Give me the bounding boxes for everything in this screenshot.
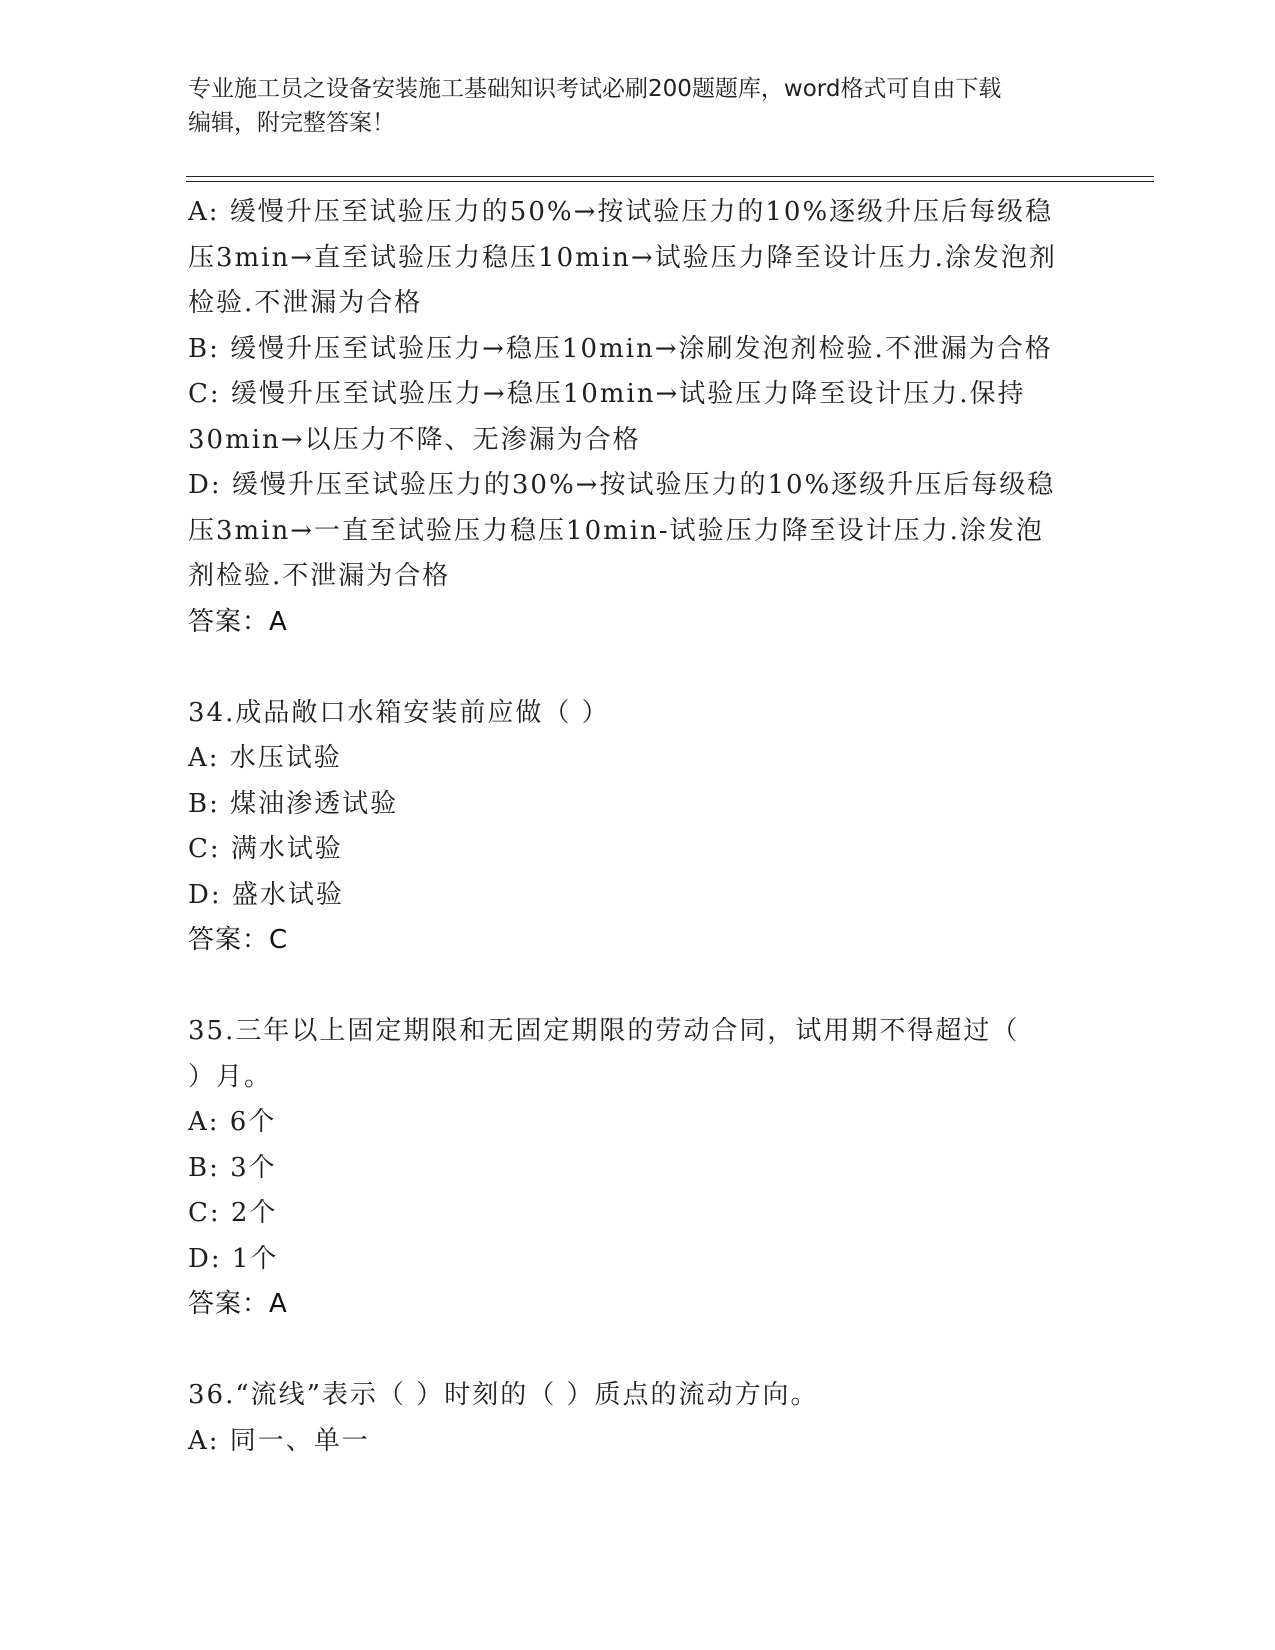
q33-option-d-line-3: 剂检验.不泄漏为合格: [188, 561, 451, 591]
q36-option-a: A: 同一、单一: [188, 1425, 370, 1456]
q35-option-a: A: 6个: [188, 1107, 277, 1137]
header-divider-thick: [186, 176, 1154, 177]
q33-option-b: B: 缓慢升压至试验压力→稳压10min→涂刷发泡剂检验.不泄漏为合格: [188, 333, 1053, 364]
q33-option-d-line-2: 压3min→一直至试验压力稳压10min-试验压力降至设计压力.涂发泡: [188, 515, 1044, 546]
q34-option-b: B: 煤油渗透试验: [188, 788, 399, 819]
q34-question: 34.成品敞口水箱安装前应做（ ）: [188, 697, 610, 728]
q36-question: 36.“流线”表示（ ）时刻的（ ）质点的流动方向。: [188, 1380, 819, 1410]
q33-answer: 答案：A: [188, 606, 288, 637]
q34-option-c: C: 满水试验: [188, 834, 343, 864]
q33-option-a-line-3: 检验.不泄漏为合格: [188, 288, 423, 318]
q34-option-d: D: 盛水试验: [188, 879, 344, 910]
q34-option-a: A: 水压试验: [188, 743, 342, 773]
spacer: [188, 964, 1088, 1010]
question-content: [188, 190, 1088, 1464]
question-33-options: [188, 190, 1088, 645]
q35-question-line-2: ）月。: [188, 1061, 273, 1092]
question-36: [188, 1373, 1088, 1464]
q35-answer: 答案：A: [188, 1289, 288, 1319]
q35-question-line-1: 35.三年以上固定期限和无固定期限的劳动合同，试用期不得超过（: [188, 1016, 1020, 1046]
q33-option-d-line-1: D: 缓慢升压至试验压力的30%→按试验压力的10%逐级升压后每级稳: [188, 470, 1056, 500]
header-title-line-2: 编辑，附完整答案！: [188, 110, 395, 136]
q33-option-a-line-1: A: 缓慢升压至试验压力的50%→按试验压力的10%逐级升压后每级稳: [188, 197, 1054, 227]
question-34: [188, 691, 1088, 964]
q33-option-c-line-2: 30min→以压力不降、无渗漏为合格: [188, 424, 641, 455]
q34-answer: 答案：C: [188, 925, 289, 955]
q35-option-d: D: 1个: [188, 1243, 279, 1274]
q35-option-c: C: 2个: [188, 1198, 278, 1228]
spacer: [188, 1328, 1088, 1374]
header-divider-thin: [186, 181, 1154, 182]
header-title-line-1: 专业施工员之设备安装施工基础知识考试必刷200题题库，word格式可自由下载: [188, 76, 1002, 102]
q33-option-a-line-2: 压3min→直至试验压力稳压10min→试验压力降至设计压力.涂发泡剂: [188, 242, 1057, 273]
question-35: [188, 1009, 1088, 1328]
q33-option-c-line-1: C: 缓慢升压至试验压力→稳压10min→试验压力降至设计压力.保持: [188, 379, 1026, 409]
spacer: [188, 645, 1088, 691]
document-header: [188, 72, 1088, 140]
q35-option-b: B: 3个: [188, 1152, 277, 1183]
